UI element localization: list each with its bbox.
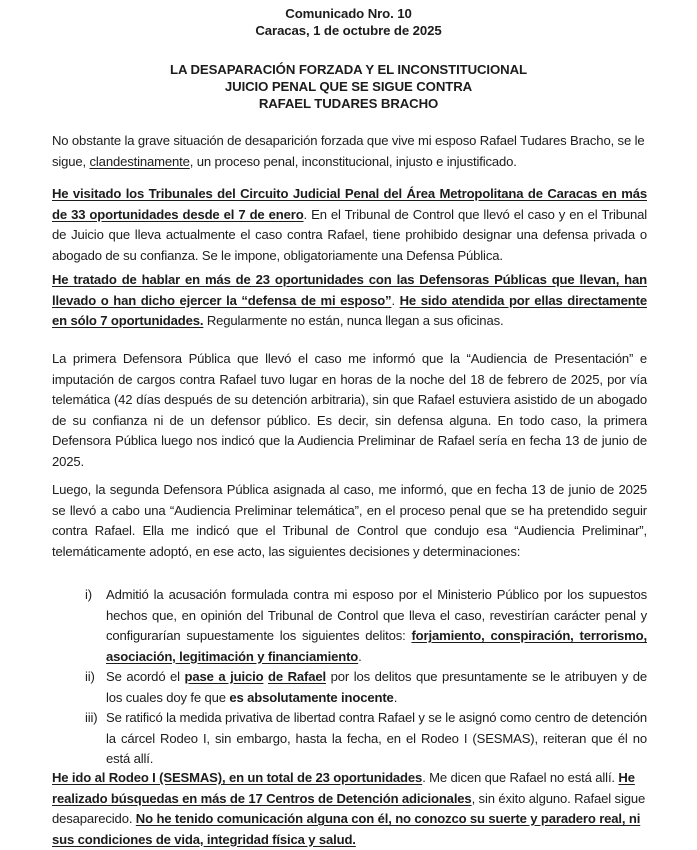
text: Admitió la acusación formulada contra mi esposo por el Ministerio Público por los supuestos hechos que, en opinión del Tribunal de Control que lleva el caso, revestirían carácter penal y configurarían supuestamente los siguientes delitos:: [106, 587, 647, 643]
emphasis-text: He ido al Rodeo I (SESMAS), en un total de 23 oportunidades: [52, 770, 423, 785]
text: . Me dicen que Rafael no está allí.: [422, 770, 619, 785]
text: .: [393, 689, 398, 705]
text: Luego, la segunda Defensora Pública asignada al caso, me informó, que en fecha 13 de junio de 2025 se llevó a cabo una “Audiencia Preliminar telemática”, en el proceso penal que se ha pretendido seguir contra Rafael. Ella me indicó que el Tribunal de Control que condujo esa “Audiencia Preliminar”, telemáticamente adoptó, en ese acto, las siguientes decisiones y determinaciones:: [52, 482, 647, 559]
title-line-3: RAFAEL TUDARES BRACHO: [258, 96, 439, 111]
paragraph-public-defenders: [52, 270, 647, 332]
paragraph-second-defender: [52, 480, 647, 562]
paragraph-intro: [52, 131, 647, 172]
list-number: iii): [85, 710, 98, 725]
document-header: [0, 5, 697, 39]
emphasis-text: He sido atendida por ellas directamente en sólo 7 oportunidades.: [52, 292, 647, 328]
title-line-2: JUICIO PENAL QUE SE SIGUE CONTRA: [224, 79, 473, 94]
text: Se acordó el: [106, 669, 185, 684]
text: , sin éxito alguno. Rafael sigue desaparecido.: [52, 790, 646, 826]
list-item: [52, 667, 647, 708]
text: , un proceso penal, inconstitucional, injusto e injustificado.: [189, 153, 517, 169]
list-number: ii): [85, 669, 95, 684]
paragraph-tribunal-visits: [52, 184, 647, 266]
communique-number: Comunicado Nro. 10: [285, 6, 412, 21]
text: .: [391, 292, 400, 308]
emphasis-text: forjamiento, conspiración, terrorismo, asociación, legitimación y financiamiento: [106, 628, 647, 664]
list-item: [52, 708, 647, 770]
text: Regularmente no están, nunca llegan a sus oficinas.: [203, 313, 504, 328]
underlined-text: clandestinamente: [89, 153, 190, 169]
text: por los delitos que presuntamente se le atribuyen y de los cuales doy fe que: [106, 669, 647, 705]
paragraph-first-defender: [52, 349, 647, 472]
paragraph-rodeo-visits: [52, 768, 647, 850]
text: .: [358, 648, 362, 664]
decisions-list: [52, 585, 647, 770]
bold-text: es absolutamente inocente: [229, 689, 394, 705]
title-line-1: LA DESAPARACIÓN FORZADA Y EL INCONSTITUCIONAL: [170, 62, 527, 77]
text: La primera Defensora Pública que llevó el caso me informó que la “Audiencia de Presentación” e imputación de cargos contra Rafael tuvo lugar en horas de la noche del 18 de febrero de 2025, por vía telemática (42 días después de su detención arbitraria), sin que Rafael estuviera asistido de un abogado de su confianza ni de un defensor público. Es decir, sin defensa alguna. En todo caso, la primera Defensora Pública luego nos indicó que la Audiencia Preliminar de Rafael sería en fecha 13 de junio de 2025.: [52, 351, 647, 469]
place-date: Caracas, 1 de octubre de 2025: [255, 23, 442, 38]
document-title: [0, 61, 697, 112]
emphasis-text: He tratado de hablar en más de 23 oportunidades con las Defensoras Públicas que llevan, han llevado o han dicho ejercer la “defensa de mi esposo”: [52, 272, 647, 308]
emphasis-text: pase a juicio: [184, 669, 264, 684]
emphasis-text: He realizado búsquedas en más de 17 Centros de Detención adicionales: [52, 770, 635, 806]
list-number: i): [85, 587, 92, 602]
emphasis-text: de Rafael: [268, 669, 327, 684]
emphasis-text: No he tenido comunicación alguna con él, no conozco su suerte y paradero real, ni sus condiciones de vida, integridad física y salud.: [52, 811, 641, 847]
emphasis-text: He visitado los Tribunales del Circuito Judicial Penal del Área Metropolitana de Caracas en más de 33 oportunidades desde el 7 de enero: [52, 186, 647, 222]
text: . En el Tribunal de Control que llevó el caso y en el Tribunal de Juicio que lleva actualmente el caso contra Rafael, tiene prohibido designar una defensa privada o abogado de su confianza. Se le impone, obligatoriamente una Defensa Pública.: [52, 206, 647, 263]
text: Se ratificó la medida privativa de libertad contra Rafael y se le asignó como centro de detención la cárcel Rodeo I, sin embargo, hasta la fecha, en el Rodeo I (SESMAS), reiteran que él no está allí.: [106, 710, 647, 766]
list-item: [52, 585, 647, 667]
text: No obstante la grave situación de desaparición forzada que vive mi esposo Rafael Tudares Bracho, se le sigue,: [52, 133, 645, 169]
